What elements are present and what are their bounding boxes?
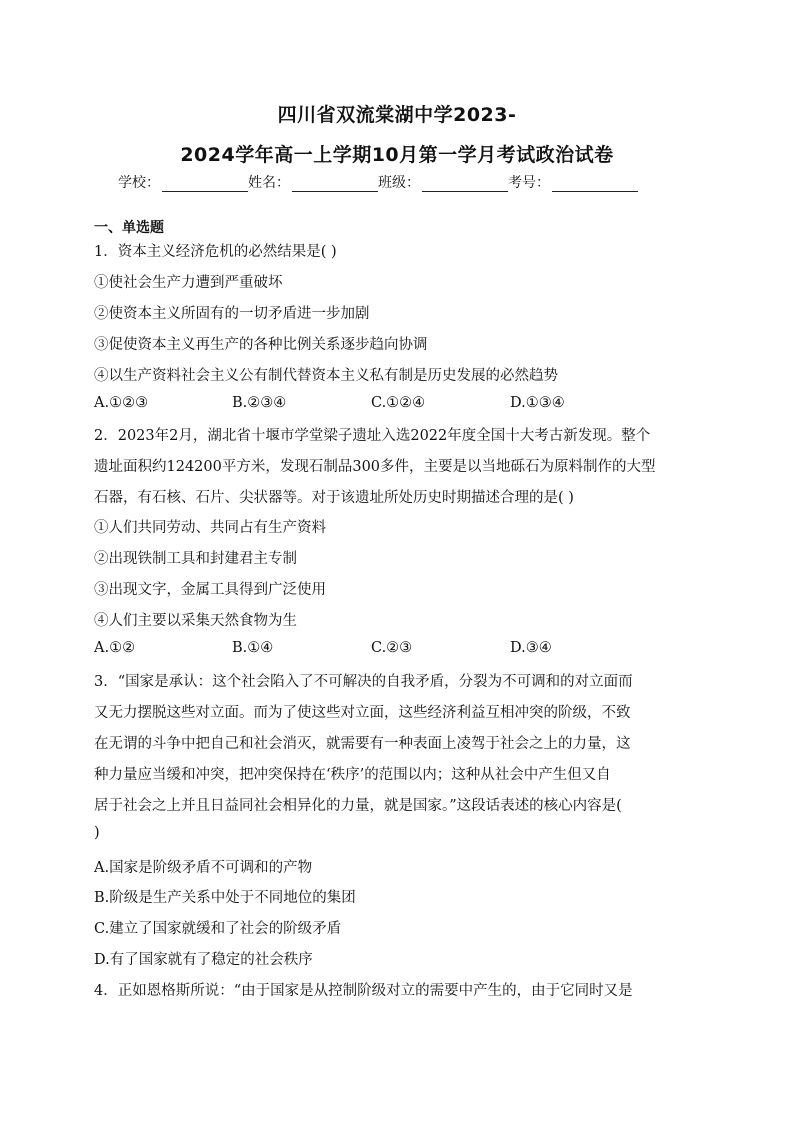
q2-item: ②出现铁制工具和封建君主专制 bbox=[94, 551, 297, 567]
student-info-row bbox=[118, 172, 638, 192]
q3-stem-line: 在无谓的斗争中把自己和社会消灭，就需要有一种表面上凌驾于社会之上的力量，这 bbox=[94, 736, 631, 752]
q3-stem-line: 居于社会之上并且日益同社会相异化的力量，就是国家。”这段话表述的核心内容是( bbox=[94, 798, 622, 814]
name-blank[interactable] bbox=[292, 177, 378, 192]
school-blank[interactable] bbox=[162, 177, 248, 192]
q3-option-c[interactable]: C.建立了国家就缓和了社会的阶级矛盾 bbox=[94, 921, 342, 937]
class-blank[interactable] bbox=[422, 177, 508, 192]
school-field[interactable] bbox=[118, 172, 248, 192]
school-label: 学校： bbox=[118, 175, 160, 191]
q4-stem-line: 4．正如恩格斯所说：“由于国家是从控制阶级对立的需要中产生的，由于它同时又是 bbox=[94, 983, 633, 999]
q1-option-d[interactable]: D.①③④ bbox=[510, 395, 565, 411]
q2-option-a[interactable]: A.①② bbox=[94, 640, 136, 656]
q3-option-a[interactable]: A.国家是阶级矛盾不可调和的产物 bbox=[94, 860, 313, 876]
name-label: 姓名： bbox=[248, 175, 290, 191]
q2-option-c[interactable]: C.②③ bbox=[371, 640, 413, 656]
q3-option-d[interactable]: D.有了国家就有了稳定的社会秩序 bbox=[94, 952, 313, 968]
q2-option-b[interactable]: B.①④ bbox=[232, 640, 274, 656]
q3-option-b[interactable]: B.阶级是生产关系中处于不同地位的集团 bbox=[94, 890, 356, 906]
q1-option-a[interactable]: A.①②③ bbox=[94, 395, 149, 411]
number-blank[interactable] bbox=[552, 177, 638, 192]
q2-item: ①人们共同劳动、共同占有生产资料 bbox=[94, 520, 326, 536]
number-label: 考号： bbox=[508, 175, 550, 191]
q2-stem-line: 2．2023年2月，湖北省十堰市学堂梁子遗址入选2022年度全国十大考古新发现。整个 bbox=[94, 428, 651, 444]
q2-item: ④人们主要以采集天然食物为生 bbox=[94, 613, 297, 629]
q3-stem-line: ) bbox=[94, 825, 100, 841]
q1-stem: 1．资本主义经济危机的必然结果是( ) bbox=[94, 244, 337, 260]
q1-item: ③促使资本主义再生产的各种比例关系逐步趋向协调 bbox=[94, 337, 428, 353]
q1-option-c[interactable]: C.①②④ bbox=[371, 395, 426, 411]
number-field[interactable] bbox=[508, 172, 638, 192]
q2-item: ③出现文字，金属工具得到广泛使用 bbox=[94, 582, 326, 598]
q1-item: ②使资本主义所固有的一切矛盾进一步加剧 bbox=[94, 306, 370, 322]
class-label: 班级： bbox=[378, 175, 420, 191]
q1-item: ④以生产资料社会主义公有制代替资本主义私有制是历史发展的必然趋势 bbox=[94, 368, 558, 384]
exam-title-line2: 2024学年高一上学期10月第一学月考试政治试卷 bbox=[180, 144, 614, 166]
q1-option-b[interactable]: B.②③④ bbox=[232, 395, 287, 411]
q3-stem-line: 又无力摆脱这些对立面。而为了使这些对立面，这些经济利益互相冲突的阶级，不致 bbox=[94, 705, 631, 721]
q2-stem-line: 石器，有石核、石片、尖状器等。对于该遗址所处历史时期描述合理的是( ) bbox=[94, 490, 574, 506]
class-field[interactable] bbox=[378, 172, 508, 192]
section-heading: 一、单选题 bbox=[94, 220, 164, 236]
q2-option-d[interactable]: D.③④ bbox=[510, 640, 552, 656]
exam-title-line1: 四川省双流棠湖中学2023- bbox=[277, 104, 517, 126]
q3-stem-line: 3．“国家是承认：这个社会陷入了不可解决的自我矛盾，分裂为不可调和的对立面而 bbox=[94, 674, 633, 690]
q3-stem-line: 种力量应当缓和冲突，把冲突保持在‘秩序’的范围以内；这种从社会中产生但又自 bbox=[94, 767, 611, 783]
name-field[interactable] bbox=[248, 172, 378, 192]
q2-stem-line: 遗址面积约124200平方米，发现石制品300多件，主要是以当地砾石为原料制作的大型 bbox=[94, 459, 656, 475]
q1-item: ①使社会生产力遭到严重破坏 bbox=[94, 275, 283, 291]
